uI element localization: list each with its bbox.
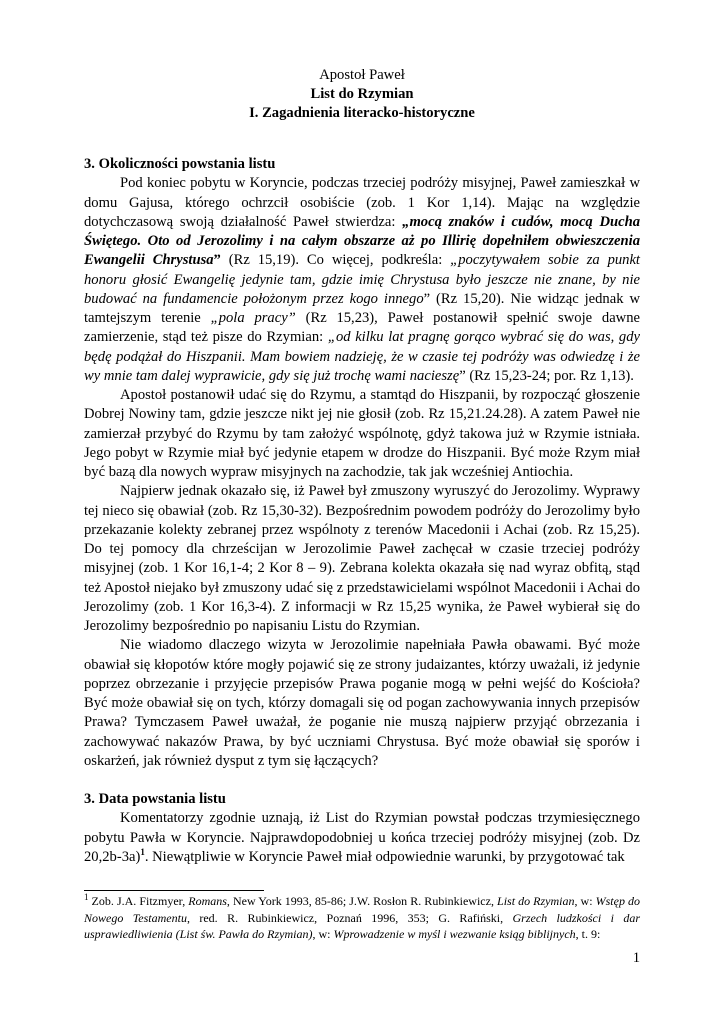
header-author: Apostoł Paweł xyxy=(319,67,405,83)
text-run: , New York 1993, 85-86; J.W. Rosłon R. Rubinkiewicz, xyxy=(226,894,498,908)
citation-title: Romans xyxy=(188,894,227,908)
text-run: ” (Rz 15,20). Nie widząc jednak w tamtejszym terenie xyxy=(84,290,640,326)
paragraph: Apostoł postanowił udać się do Rzymu, a stamtąd do Hiszpanii, by rozpocząć głoszenie Dobrej Nowiny tam, gdzie jeszcze nikt jej nie głosił (zob. Rz 15,21.24.28). A zatem Paweł nie zamierzał przybyć do Rzymu by tam założyć wspólnotę, gdyż takowa już w Rzymie istniała. Jego pobyt w Rzymie miał być jedynie etapem w drodze do Hiszpanii. Być może Rzym miał być bazą dla nowych wypraw misyjnych na zachodzie, tak jak wcześniej Antiochia. xyxy=(84,387,640,480)
text-run: ” (Rz 15,23-24; por. Rz 1,13). xyxy=(459,367,634,384)
footnotes xyxy=(84,893,640,943)
citation-title: Grzech ludzkości i dar usprawiedliwienia (List św. Pawła do Rzymian) xyxy=(84,910,641,942)
quote-italic: „mocą znaków i cudów, mocą Ducha Świętego. Oto od Jerozolimy i na całym obszarze aż po Illirię dopełniłem obwieszczenia Ewangelii Chrystusa xyxy=(84,213,640,269)
citation-title: List do Rzymian xyxy=(497,894,575,908)
page-number: 1 xyxy=(632,950,640,966)
quote-italic: „poczytywałem sobie za punkt honoru głosić Ewangelię jedynie tam, gdzie imię Chrystusa było jeszcze nie znane, by nie budować na fundamencie położonym przez kogo innego xyxy=(84,252,640,307)
header-subtitle: I. Zagadnienia literacko-historyczne xyxy=(249,105,475,122)
footnote-number: 1 xyxy=(84,892,89,902)
text-run: , red. R. Rubinkiewicz, Poznań 1996, 353; G. Rafiński, xyxy=(186,910,513,925)
document-body xyxy=(84,155,640,867)
paragraph: Nie wiadomo dlaczego wizyta w Jerozolimie napełniała Pawła obawami. Być może obawiał się kłopotów które mogły pojawić się ze strony judaizantes, którzy uważali, iż jedynie poprzez obrzezanie i przyjęcie przepisów Prawa poganie mogą w pełni wejść do Kościoła? Być może obawiał się on tych, którzy domagali się od pogan zachowywania innych przepisów Prawa? Tymczasem Paweł uważał, że poganie nie muszą najpierw przyjąć obrzezania i zachowywać nakazów Prawa, by być uczniami Chrystusa. Być może obawiał się sporów i oskarżeń, jak również dysput z tym się łączących? xyxy=(84,637,640,769)
text-run: , t. 9: xyxy=(575,927,601,942)
paragraph xyxy=(84,174,640,386)
text-run: (Rz 15,19). Co więcej, podkreśla: xyxy=(220,252,451,269)
section-heading-circumstances: 3. Okoliczności powstania listu xyxy=(84,156,276,172)
text-run: , w: xyxy=(574,894,596,908)
footnote-divider xyxy=(84,890,264,891)
text-run: , w: xyxy=(312,927,334,942)
citation-title: Wstęp do Nowego Testamentu xyxy=(84,894,641,925)
citation-title: Wprowadzenie w myśl i wezwanie ksiąg biblijnych xyxy=(333,927,576,942)
section-heading-date: 3. Data powstania listu xyxy=(84,791,226,807)
document-header xyxy=(84,66,640,124)
quote-italic: „od kilku lat pragnę gorąco wybrać się do was, gdy będę podążał do Hiszpanii. Mam bowiem nadzieję, że w czasie tej podróży was odwiedzę i że wy mnie tam dalej wyprawicie, gdy się już trochę wami nacieszę xyxy=(84,329,640,384)
paragraph: Najpierw jednak okazało się, iż Paweł był zmuszony wyruszyć do Jerozolimy. Wyprawy tej nieco się obawiał (zob. Rz 15,30-32). Bezpośrednim powodem podróży do Jerozolimy było przekazanie kolekty zebranej przez wspólnoty z terenów Macedonii i Achai (zob. Rz 15,25). Do tej pomocy dla chrześcijan w Jerozolimie Paweł zachęcał w czasie trzeciej podróży misyjnej (zob. 1 Kor 16,1-4; 2 Kor 8 – 9). Zebrana kolekta okazała się nad wyraz obfitą, stąd też Apostoł niejako był zmuszony udać się z przedstawicielami wspólnot Macedonii i Achai do Jerozolimy (zob. 1 Kor 16,3-4). Z informacji w Rz 15,25 wynika, że Paweł wybierał się do Jerozolimy bezpośrednio po napisaniu Listu do Rzymian. xyxy=(84,483,640,634)
text-run: Zob. J.A. Fitzmyer, xyxy=(88,894,189,908)
text-run: ” xyxy=(213,252,221,269)
quote-italic: „pola pracy” xyxy=(210,310,296,326)
text-run: (Rz 15,23), Paweł postanowił spełnić swoje dawne zamierzenie, stąd też pisze do Rzymian: xyxy=(84,310,640,346)
text-run: Pod koniec pobytu w Koryncie, podczas trzeciej podróży misyjnej, Paweł zamieszkał w domu Gajusa, którego ochrzcił osobiście (zob. 1 Kor 1,14). Mając na względzie dotychczasową swoją działalność Paweł stwierdza: xyxy=(84,175,640,230)
text-run: . Niewątpliwie w Koryncie Paweł miał odpowiednie warunki, by przygotować tak xyxy=(144,848,625,865)
header-title: List do Rzymian xyxy=(310,86,414,103)
paragraph xyxy=(84,809,640,867)
text-run: Komentatorzy zgodnie uznają, iż List do Rzymian powstał podczas trzymiesięcznego pobytu Pawła w Koryncie. Najprawdopodobniej u końca trzeciej podróży misyjnej (zob. Dz 20,2b-3a) xyxy=(84,810,640,865)
spacer xyxy=(84,771,640,790)
footnote-reference[interactable]: 1 xyxy=(140,846,145,857)
